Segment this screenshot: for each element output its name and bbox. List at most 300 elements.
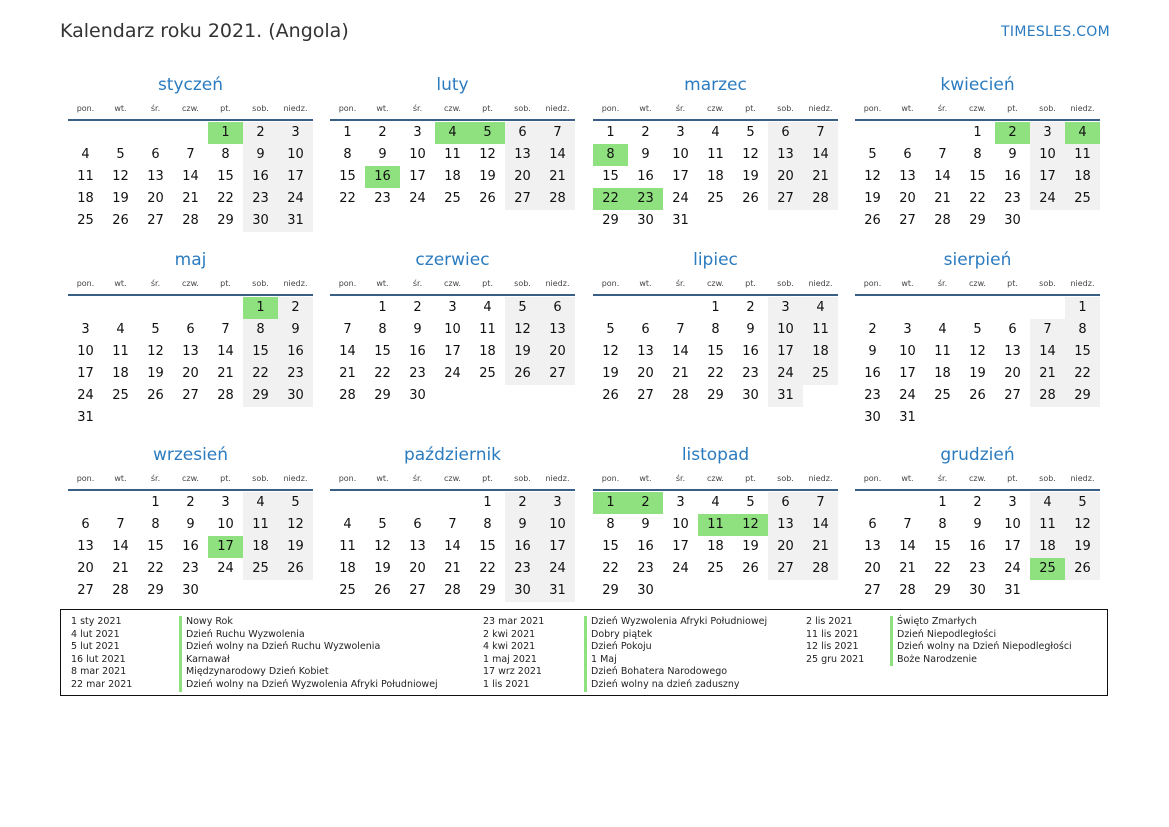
weekday-label: czw. <box>444 474 461 483</box>
day-cell: 15 <box>479 539 496 554</box>
day-cell: 4 <box>711 495 720 510</box>
holiday-day-cell: 11 <box>698 514 733 536</box>
weekday-label: niedz. <box>808 279 833 288</box>
holiday-entry: Dobry piątek <box>584 629 767 642</box>
weekday-label: pon. <box>601 474 620 483</box>
empty-cell <box>68 492 103 514</box>
day-cell: 29 <box>969 213 986 228</box>
day-cell: 11 <box>803 319 838 341</box>
holiday-dates-col-1 <box>71 616 132 692</box>
holiday-day-cell: 2 <box>995 122 1030 144</box>
weekday-label: sob. <box>777 104 794 113</box>
holiday-dates-col-3 <box>806 616 864 666</box>
weekday-label: śr. <box>412 104 423 113</box>
day-cell: 27 <box>77 583 94 598</box>
day-cell: 28 <box>672 388 689 403</box>
brand-link[interactable]: TIMESLES.COM <box>1001 24 1110 40</box>
day-cell: 19 <box>374 561 391 576</box>
day-cell: 19 <box>1065 536 1100 558</box>
day-cell: 26 <box>278 558 313 580</box>
day-cell: 14 <box>339 344 356 359</box>
day-cell: 25 <box>243 558 278 580</box>
day-cell: 16 <box>243 166 278 188</box>
day-cell: 20 <box>637 366 654 381</box>
empty-cell <box>138 122 173 144</box>
day-cell: 26 <box>742 191 759 206</box>
day-cell: 16 <box>969 539 986 554</box>
weekday-label: pon. <box>601 279 620 288</box>
weekday-label: śr. <box>150 474 161 483</box>
day-cell: 25 <box>707 191 724 206</box>
weekday-label: sob. <box>777 474 794 483</box>
day-cell: 29 <box>243 385 278 407</box>
day-cell: 8 <box>378 322 387 337</box>
weekday-header <box>855 275 1100 293</box>
day-cell: 19 <box>147 366 164 381</box>
day-cell: 14 <box>217 344 234 359</box>
day-cell: 13 <box>540 319 575 341</box>
day-cell: 20 <box>147 191 164 206</box>
day-cell: 18 <box>1030 536 1065 558</box>
day-cell: 17 <box>444 344 461 359</box>
month-block <box>68 440 313 602</box>
day-cell: 28 <box>803 188 838 210</box>
day-cell: 10 <box>77 344 94 359</box>
day-cell: 20 <box>409 561 426 576</box>
holiday-entry: 2 lis 2021 <box>806 616 853 627</box>
day-cell: 28 <box>803 558 838 580</box>
days-grid <box>68 122 313 232</box>
page-title: Kalendarz roku 2021. (Angola) <box>60 20 349 42</box>
day-cell: 16 <box>278 341 313 363</box>
holiday-entry: 25 gru 2021 <box>806 653 865 665</box>
day-cell: 20 <box>540 341 575 363</box>
day-cell: 28 <box>217 388 234 403</box>
day-cell: 24 <box>1004 561 1021 576</box>
day-cell: 3 <box>1008 495 1017 510</box>
day-cell: 3 <box>768 297 803 319</box>
weekday-label: pt. <box>1007 279 1018 288</box>
day-cell: 18 <box>339 561 356 576</box>
header-rule <box>68 294 313 296</box>
day-cell: 6 <box>868 517 877 532</box>
day-cell: 16 <box>637 539 654 554</box>
day-cell: 24 <box>672 191 689 206</box>
day-cell: 14 <box>803 514 838 536</box>
holiday-entry: Dzień Bohatera Narodowego <box>584 666 767 679</box>
day-cell: 23 <box>864 388 881 403</box>
holiday-day-cell: 16 <box>365 166 400 188</box>
day-cell: 27 <box>505 188 540 210</box>
day-cell: 7 <box>186 147 195 162</box>
holiday-day-cell: 1 <box>208 122 243 144</box>
month-name: styczeń <box>157 75 224 95</box>
weekday-label: wt. <box>639 279 652 288</box>
holiday-entry: Dzień wolny na Dzień Wyzwolenia Afryki Południowej <box>179 679 438 692</box>
day-cell: 5 <box>278 492 313 514</box>
holiday-entry: 1 maj 2021 <box>483 653 537 665</box>
day-cell: 16 <box>637 169 654 184</box>
day-cell: 23 <box>243 188 278 210</box>
day-cell: 25 <box>707 561 724 576</box>
empty-cell <box>855 122 890 144</box>
day-cell: 14 <box>444 539 461 554</box>
day-cell: 25 <box>444 191 461 206</box>
weekday-label: czw. <box>182 279 199 288</box>
empty-cell <box>365 492 400 514</box>
day-cell: 22 <box>1065 363 1100 385</box>
day-cell: 20 <box>77 561 94 576</box>
weekday-label: pt. <box>1007 104 1018 113</box>
day-cell: 1 <box>483 495 492 510</box>
weekday-label: pt. <box>482 474 493 483</box>
holiday-entry: 5 lut 2021 <box>71 641 120 653</box>
day-cell: 12 <box>864 169 881 184</box>
day-cell: 30 <box>637 213 654 228</box>
day-cell: 13 <box>637 344 654 359</box>
holiday-day-cell: 2 <box>628 492 663 514</box>
day-cell: 3 <box>278 122 313 144</box>
day-cell: 10 <box>899 344 916 359</box>
day-cell: 30 <box>243 210 278 232</box>
day-cell: 17 <box>1030 166 1065 188</box>
weekday-label: czw. <box>707 104 724 113</box>
day-cell: 19 <box>742 539 759 554</box>
day-cell: 4 <box>343 517 352 532</box>
day-cell: 3 <box>221 495 230 510</box>
day-cell: 28 <box>934 213 951 228</box>
day-cell: 9 <box>413 322 422 337</box>
day-cell: 21 <box>672 366 689 381</box>
holiday-entry: 22 mar 2021 <box>71 678 133 690</box>
day-cell: 11 <box>243 514 278 536</box>
weekday-label: niedz. <box>545 104 570 113</box>
weekday-header <box>593 470 838 488</box>
empty-cell <box>435 492 470 514</box>
day-cell: 15 <box>934 539 951 554</box>
day-cell: 31 <box>540 580 575 602</box>
day-cell: 21 <box>1030 363 1065 385</box>
weekday-label: wt. <box>376 104 389 113</box>
day-cell: 13 <box>505 144 540 166</box>
day-cell: 10 <box>217 517 234 532</box>
day-cell: 29 <box>479 583 496 598</box>
day-cell: 13 <box>1004 344 1021 359</box>
day-cell: 6 <box>505 122 540 144</box>
weekday-label: wt. <box>901 279 914 288</box>
day-cell: 21 <box>540 166 575 188</box>
day-cell: 12 <box>1065 514 1100 536</box>
day-cell: 12 <box>278 514 313 536</box>
holiday-entry: Dzień wolny na Dzień Niepodległości <box>890 641 1072 654</box>
day-cell: 17 <box>540 536 575 558</box>
weekday-label: niedz. <box>808 474 833 483</box>
empty-cell <box>103 297 138 319</box>
holiday-day-cell: 22 <box>593 188 628 210</box>
weekday-header <box>593 275 838 293</box>
day-cell: 6 <box>413 517 422 532</box>
day-cell: 6 <box>903 147 912 162</box>
empty-cell <box>1030 297 1065 319</box>
holiday-entry: 1 sty 2021 <box>71 616 122 627</box>
weekday-label: niedz. <box>808 104 833 113</box>
month-name: kwiecień <box>940 75 1015 95</box>
day-cell: 19 <box>112 191 129 206</box>
weekday-label: czw. <box>182 474 199 483</box>
days-grid <box>330 122 575 210</box>
day-cell: 5 <box>746 495 755 510</box>
day-cell: 6 <box>186 322 195 337</box>
weekday-header <box>68 275 313 293</box>
day-cell: 17 <box>278 166 313 188</box>
day-cell: 9 <box>378 147 387 162</box>
weekday-label: śr. <box>412 279 423 288</box>
day-cell: 29 <box>1065 385 1100 407</box>
day-cell: 13 <box>77 539 94 554</box>
weekday-header <box>68 470 313 488</box>
header-rule <box>855 119 1100 121</box>
day-cell: 25 <box>803 363 838 385</box>
day-cell: 14 <box>112 539 129 554</box>
day-cell: 4 <box>1030 492 1065 514</box>
day-cell: 14 <box>672 344 689 359</box>
holiday-list <box>60 609 1108 696</box>
day-cell: 21 <box>934 191 951 206</box>
day-cell: 26 <box>602 388 619 403</box>
weekday-label: pon. <box>76 279 95 288</box>
weekday-label: śr. <box>675 279 686 288</box>
day-cell: 16 <box>505 536 540 558</box>
day-cell: 24 <box>278 188 313 210</box>
weekday-label: pon. <box>601 104 620 113</box>
day-cell: 20 <box>768 166 803 188</box>
day-cell: 3 <box>413 125 422 140</box>
day-cell: 17 <box>1004 539 1021 554</box>
days-grid <box>855 297 1100 429</box>
day-cell: 2 <box>413 300 422 315</box>
day-cell: 17 <box>409 169 426 184</box>
day-cell: 22 <box>147 561 164 576</box>
day-cell: 14 <box>540 144 575 166</box>
weekday-label: wt. <box>639 474 652 483</box>
day-cell: 18 <box>243 536 278 558</box>
day-cell: 7 <box>221 322 230 337</box>
day-cell: 30 <box>864 410 881 425</box>
day-cell: 2 <box>278 297 313 319</box>
days-grid <box>330 492 575 602</box>
day-cell: 25 <box>339 583 356 598</box>
days-grid <box>330 297 575 407</box>
day-cell: 10 <box>278 144 313 166</box>
day-cell: 20 <box>182 366 199 381</box>
day-cell: 11 <box>1030 514 1065 536</box>
weekday-label: pon. <box>338 474 357 483</box>
day-cell: 2 <box>378 125 387 140</box>
empty-cell <box>68 122 103 144</box>
month-block <box>330 70 575 210</box>
day-cell: 23 <box>1004 191 1021 206</box>
day-cell: 27 <box>768 558 803 580</box>
month-name: czerwiec <box>415 250 490 270</box>
day-cell: 20 <box>768 536 803 558</box>
day-cell: 7 <box>343 322 352 337</box>
weekday-label: pt. <box>482 279 493 288</box>
day-cell: 20 <box>864 561 881 576</box>
day-cell: 3 <box>676 495 685 510</box>
day-cell: 2 <box>243 122 278 144</box>
day-cell: 23 <box>374 191 391 206</box>
day-cell: 27 <box>637 388 654 403</box>
day-cell: 19 <box>742 169 759 184</box>
day-cell: 10 <box>768 319 803 341</box>
day-cell: 14 <box>182 169 199 184</box>
day-cell: 23 <box>505 558 540 580</box>
day-cell: 27 <box>1004 388 1021 403</box>
empty-cell <box>208 297 243 319</box>
day-cell: 26 <box>112 213 129 228</box>
empty-cell <box>103 492 138 514</box>
month-block <box>855 245 1100 429</box>
weekday-label: niedz. <box>283 279 308 288</box>
day-cell: 4 <box>938 322 947 337</box>
weekday-label: sob. <box>252 104 269 113</box>
day-cell: 6 <box>540 297 575 319</box>
day-cell: 28 <box>540 188 575 210</box>
day-cell: 17 <box>768 341 803 363</box>
day-cell: 28 <box>112 583 129 598</box>
day-cell: 31 <box>672 213 689 228</box>
day-cell: 11 <box>112 344 129 359</box>
day-cell: 5 <box>151 322 160 337</box>
day-cell: 1 <box>973 125 982 140</box>
day-cell: 2 <box>505 492 540 514</box>
empty-cell <box>400 492 435 514</box>
days-grid <box>593 122 838 232</box>
weekday-label: pon. <box>863 474 882 483</box>
weekday-label: czw. <box>707 474 724 483</box>
weekday-label: sob. <box>1039 474 1056 483</box>
weekday-label: wt. <box>114 279 127 288</box>
weekday-label: pt. <box>220 279 231 288</box>
day-cell: 7 <box>803 122 838 144</box>
day-cell: 2 <box>186 495 195 510</box>
day-cell: 22 <box>479 561 496 576</box>
day-cell: 27 <box>409 583 426 598</box>
holiday-day-cell: 25 <box>1030 558 1065 580</box>
header-rule <box>330 119 575 121</box>
holiday-day-cell: 4 <box>435 122 470 144</box>
empty-cell <box>173 122 208 144</box>
day-cell: 28 <box>1030 385 1065 407</box>
day-cell: 11 <box>339 539 356 554</box>
day-cell: 13 <box>409 539 426 554</box>
month-name: marzec <box>684 75 747 95</box>
weekday-label: pon. <box>863 104 882 113</box>
day-cell: 1 <box>378 300 387 315</box>
day-cell: 7 <box>540 122 575 144</box>
day-cell: 9 <box>641 517 650 532</box>
day-cell: 26 <box>374 583 391 598</box>
day-cell: 7 <box>676 322 685 337</box>
day-cell: 7 <box>116 517 125 532</box>
empty-cell <box>330 297 365 319</box>
day-cell: 5 <box>606 322 615 337</box>
day-cell: 5 <box>1065 492 1100 514</box>
holiday-dates-col-2 <box>483 616 544 692</box>
weekday-label: pt. <box>1007 474 1018 483</box>
day-cell: 9 <box>973 517 982 532</box>
day-cell: 10 <box>540 514 575 536</box>
day-cell: 25 <box>77 213 94 228</box>
weekday-label: wt. <box>901 104 914 113</box>
month-name: maj <box>174 250 207 270</box>
day-cell: 21 <box>182 191 199 206</box>
holiday-entry: 4 lut 2021 <box>71 628 120 640</box>
day-cell: 6 <box>81 517 90 532</box>
day-cell: 10 <box>672 147 689 162</box>
days-grid <box>855 122 1100 232</box>
weekday-label: śr. <box>937 474 948 483</box>
month-block <box>855 70 1100 232</box>
empty-cell <box>855 297 890 319</box>
day-cell: 22 <box>217 191 234 206</box>
day-cell: 16 <box>182 539 199 554</box>
day-cell: 1 <box>1065 297 1100 319</box>
header-rule <box>593 489 838 491</box>
day-cell: 3 <box>1030 122 1065 144</box>
weekday-label: śr. <box>937 104 948 113</box>
month-block <box>593 70 838 232</box>
day-cell: 17 <box>77 366 94 381</box>
day-cell: 18 <box>707 169 724 184</box>
day-cell: 9 <box>641 147 650 162</box>
weekday-label: wt. <box>114 104 127 113</box>
weekday-label: sob. <box>252 474 269 483</box>
day-cell: 1 <box>151 495 160 510</box>
day-cell: 5 <box>746 125 755 140</box>
header-rule <box>855 294 1100 296</box>
header-rule <box>68 489 313 491</box>
day-cell: 31 <box>768 385 803 407</box>
day-cell: 13 <box>768 144 803 166</box>
day-cell: 22 <box>969 191 986 206</box>
day-cell: 5 <box>116 147 125 162</box>
day-cell: 29 <box>147 583 164 598</box>
weekday-label: śr. <box>675 104 686 113</box>
day-cell: 7 <box>1030 319 1065 341</box>
day-cell: 24 <box>1030 188 1065 210</box>
holiday-entry: 16 lut 2021 <box>71 653 126 665</box>
holiday-day-cell: 5 <box>470 122 505 144</box>
day-cell: 23 <box>742 366 759 381</box>
day-cell: 15 <box>374 344 391 359</box>
weekday-label: czw. <box>969 474 986 483</box>
day-cell: 25 <box>934 388 951 403</box>
day-cell: 21 <box>444 561 461 576</box>
day-cell: 29 <box>217 213 234 228</box>
day-cell: 29 <box>707 388 724 403</box>
month-name: listopad <box>681 445 750 465</box>
day-cell: 21 <box>339 366 356 381</box>
empty-cell <box>925 297 960 319</box>
weekday-label: czw. <box>444 279 461 288</box>
weekday-label: sob. <box>514 104 531 113</box>
weekday-label: niedz. <box>1070 474 1095 483</box>
day-cell: 30 <box>182 583 199 598</box>
day-cell: 28 <box>899 583 916 598</box>
holiday-entry: Boże Narodzenie <box>890 654 1072 667</box>
weekday-label: śr. <box>937 279 948 288</box>
